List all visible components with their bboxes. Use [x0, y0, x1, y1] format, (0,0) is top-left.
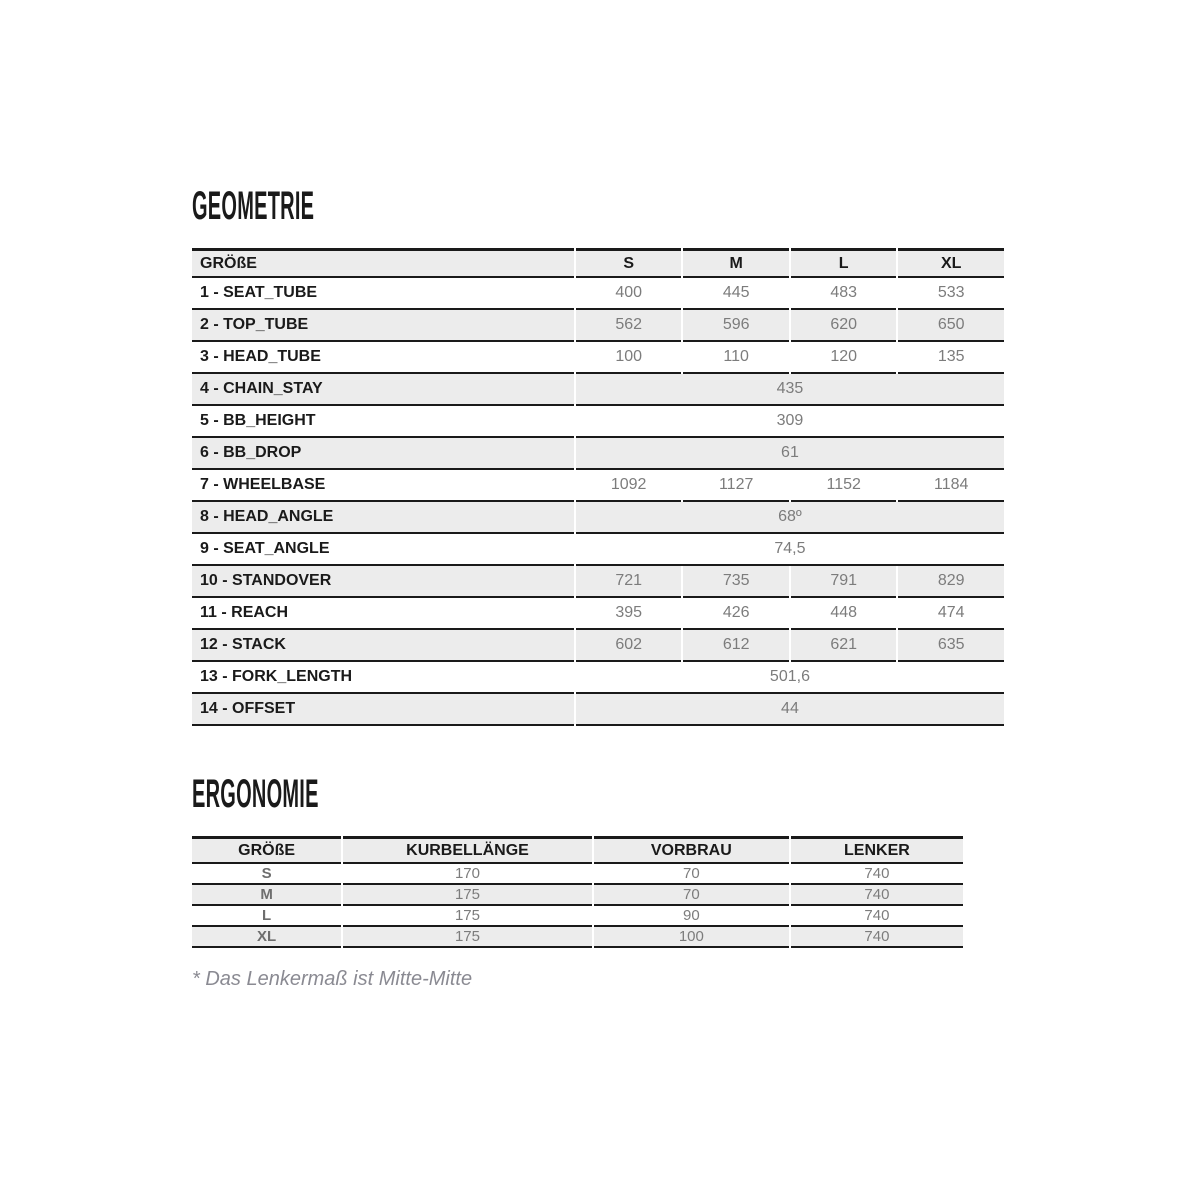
geometry-row-value-shared: 435 [576, 374, 1004, 406]
ergonomics-row-value: 70 [594, 885, 789, 906]
ergonomics-header-crank: KURBELLÄNGE [343, 836, 592, 864]
geometry-row-value: 635 [898, 630, 1004, 662]
geometry-row-value: 120 [791, 342, 897, 374]
ergonomics-row-value: 175 [343, 885, 592, 906]
geometry-header-col-xl: XL [898, 248, 1004, 278]
ergonomics-row-value: 170 [343, 864, 592, 885]
geometry-row-value: 426 [683, 598, 789, 630]
geometry-table-row [192, 566, 1004, 598]
geometry-row-value: 829 [898, 566, 1004, 598]
ergonomics-row-size: XL [192, 927, 341, 948]
ergonomics-row-value: 175 [343, 906, 592, 927]
geometry-row-value-shared: 68º [576, 502, 1004, 534]
geometry-row-label: 10 - STANDOVER [192, 566, 574, 598]
ergonomics-table-row [192, 885, 963, 906]
geometry-row-value: 735 [683, 566, 789, 598]
ergonomics-row-size: L [192, 906, 341, 927]
geometry-row-label: 2 - TOP_TUBE [192, 310, 574, 342]
geometry-table-row [192, 598, 1004, 630]
geometry-row-value: 1092 [576, 470, 682, 502]
geometry-section-title-text: GEOMETRIE [192, 184, 315, 228]
geometry-table-row [192, 342, 1004, 374]
geometry-row-value: 620 [791, 310, 897, 342]
geometry-header-col-l: L [791, 248, 897, 278]
geometry-row-value-shared: 61 [576, 438, 1004, 470]
geometry-row-label: 11 - REACH [192, 598, 574, 630]
geometry-row-value: 596 [683, 310, 789, 342]
geometry-row-value: 135 [898, 342, 1004, 374]
geometry-header-size-label: GRÖßE [192, 248, 574, 278]
geometry-row-value-shared: 309 [576, 406, 1004, 438]
geometry-row-label: 12 - STACK [192, 630, 574, 662]
handlebar-footnote: * Das Lenkermaß ist Mitte-Mitte [192, 968, 473, 990]
geometry-row-label: 9 - SEAT_ANGLE [192, 534, 574, 566]
geometry-table [190, 248, 1006, 726]
geometry-row-value: 602 [576, 630, 682, 662]
geometry-table-row [192, 310, 1004, 342]
geometry-row-value: 1184 [898, 470, 1004, 502]
ergonomics-header-handlebar: LENKER [791, 836, 963, 864]
ergonomics-header-stem: VORBRAU [594, 836, 789, 864]
geometry-row-value: 395 [576, 598, 682, 630]
geometry-row-value: 650 [898, 310, 1004, 342]
geometry-table-row [192, 534, 1004, 566]
ergonomics-row-value: 740 [791, 906, 963, 927]
geometry-row-value: 445 [683, 278, 789, 310]
geometry-row-value: 400 [576, 278, 682, 310]
ergonomics-table-row [192, 927, 963, 948]
geometry-row-value: 612 [683, 630, 789, 662]
geometry-row-value: 1127 [683, 470, 789, 502]
geometry-header-row [192, 248, 1004, 278]
geometry-table-row [192, 406, 1004, 438]
geometry-row-value: 110 [683, 342, 789, 374]
geometry-row-value-shared: 501,6 [576, 662, 1004, 694]
ergonomics-row-value: 740 [791, 885, 963, 906]
ergonomics-row-size: S [192, 864, 341, 885]
ergonomics-row-value: 175 [343, 927, 592, 948]
geometry-row-value: 533 [898, 278, 1004, 310]
geometry-table-row [192, 662, 1004, 694]
geometry-table-row [192, 438, 1004, 470]
ergonomics-table [190, 836, 965, 948]
geometry-header-col-m: M [683, 248, 789, 278]
ergonomics-row-value: 740 [791, 927, 963, 948]
geometry-row-value: 1152 [791, 470, 897, 502]
geometry-row-value: 483 [791, 278, 897, 310]
ergonomics-table-row [192, 864, 963, 885]
geometry-row-label: 4 - CHAIN_STAY [192, 374, 574, 406]
geometry-section-title [192, 186, 437, 226]
geometry-row-value: 448 [791, 598, 897, 630]
geometry-row-value: 621 [791, 630, 897, 662]
geometry-row-label: 6 - BB_DROP [192, 438, 574, 470]
geometry-row-value: 791 [791, 566, 897, 598]
ergonomics-row-value: 90 [594, 906, 789, 927]
ergonomics-section-title-text: ERGONOMIE [192, 772, 319, 816]
geometry-table-row [192, 470, 1004, 502]
geometry-row-label: 1 - SEAT_TUBE [192, 278, 574, 310]
ergonomics-header-row [192, 836, 963, 864]
geometry-row-value-shared: 44 [576, 694, 1004, 726]
geometry-row-label: 5 - BB_HEIGHT [192, 406, 574, 438]
geometry-row-value: 721 [576, 566, 682, 598]
ergonomics-row-value: 100 [594, 927, 789, 948]
ergonomics-row-size: M [192, 885, 341, 906]
geometry-row-value-shared: 74,5 [576, 534, 1004, 566]
geometry-table-row [192, 630, 1004, 662]
ergonomics-row-value: 740 [791, 864, 963, 885]
geometry-header-col-s: S [576, 248, 682, 278]
geometry-row-label: 3 - HEAD_TUBE [192, 342, 574, 374]
geometry-row-value: 100 [576, 342, 682, 374]
ergonomics-header-size: GRÖßE [192, 836, 341, 864]
geometry-table-row [192, 694, 1004, 726]
geometry-row-label: 7 - WHEELBASE [192, 470, 574, 502]
ergonomics-section-title [192, 774, 445, 814]
geometry-row-value: 474 [898, 598, 1004, 630]
geometry-table-row [192, 374, 1004, 406]
geometry-table-row [192, 502, 1004, 534]
ergonomics-table-row [192, 906, 963, 927]
ergonomics-row-value: 70 [594, 864, 789, 885]
geometry-row-label: 14 - OFFSET [192, 694, 574, 726]
geometry-row-label: 8 - HEAD_ANGLE [192, 502, 574, 534]
geometry-row-value: 562 [576, 310, 682, 342]
geometry-row-label: 13 - FORK_LENGTH [192, 662, 574, 694]
geometry-table-row [192, 278, 1004, 310]
